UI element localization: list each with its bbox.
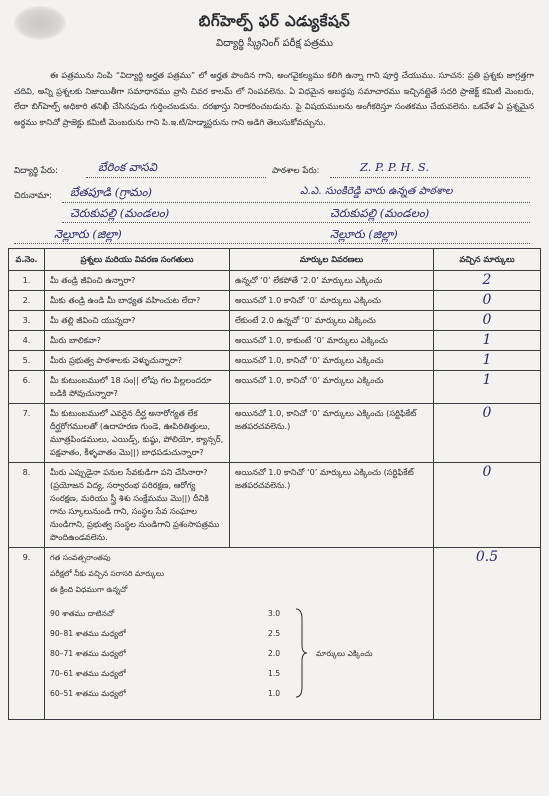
row-score: 0 bbox=[434, 291, 541, 311]
header-marks-details: మార్కుల వివరణలు bbox=[230, 249, 434, 271]
address-line-1: బేతపూడి (గ్రామం) bbox=[70, 185, 152, 199]
table-row bbox=[9, 331, 541, 351]
instructions-paragraph: ఈ పత్రమును నింపి “విద్యార్థి అర్హత పత్రము” లో అర్హత పొందిన గాని, అంగవైకల్యము కలిగి ఉన్నా గాని పూర్తి చేయుము. సూచన: ప్రతి ప్రశ్నకు జాగ్రత్తగా చదివి, అన్ని ప్రశ్నలకు నిజాయితీగా సమాధానము వ్రాసి చివర కాలమ్ లో నింపవలెను. ఏ విధమైన అబద్ధపు సమాచారము ఇచ్చినట్లైతే సదరి ప్రాజెక్ట్ కమిటీ మెంబరు, లేదా బిగ్‌హెల్ప్ అధికారి తనిఖీ చేసినపుడు గుర్తించబడును. దరఖాస్తు నిరాకరించబడును. పై విషయములను అంగీకరిస్తూ సంతకము చేయవలెను. ఒకవేళ ఏ ప్రశ్నమైన అర్థము కానిచో ప్రాజెక్టు కమిటీ మెంబరును గాని పి.ఇ.టి/హెడ్మాస్టరును గాని అడిగి తెలుసుకోవచ్చును. bbox=[14, 70, 534, 127]
row-question: మీ కుటుంబములో 18 సం|| లోపు గల పిల్లలందరూ బడికి పోవుచున్నారా? bbox=[45, 371, 230, 404]
row-marks-rule: అయినచో 1.0, కానిచో ‘0’ మార్కులు ఎక్కించు (సర్టిఫికేట్ జతపరచవలెను.) bbox=[230, 404, 434, 463]
row-number: 5. bbox=[9, 351, 45, 371]
grading-range: 90–81 శాతము మధ్యలో bbox=[50, 629, 126, 638]
table-row bbox=[9, 371, 541, 404]
table-row bbox=[9, 463, 541, 548]
row-question: మీరు ఎప్పుడైనా పనుల సేవకుడిగా పని చేసినారా? (ప్రయోజన విద్య, సర్వారంభ పరిరక్షణ, ఆరోగ్య సంరక్షణ, మరియు స్త్రీ శిశు సంక్షేమము మొ||) దీనికి గాను స్కూలునుండి గాని, సంస్థల సేవ సంఘాల నుండిగాని, ప్రభుత్వ సంస్థల నుండిగాని ప్రశంసాపత్రము పొందిఉండవలెను. bbox=[45, 463, 230, 548]
address-line-3-right: నెల్లూరు (జిల్లా) bbox=[330, 227, 398, 241]
address-line-2-right: చెరుకుపల్లి (మండలం) bbox=[330, 206, 430, 220]
grading-value: 1.0 bbox=[268, 689, 281, 698]
row-marks-rule: లేకుంటే 2.0 ఉన్నచో ‘0’ మార్కులు ఎక్కించు bbox=[230, 311, 434, 331]
grading-intro-line: ఈ క్రింది విధముగా ఉన్నచో bbox=[50, 585, 128, 594]
grading-value: 3.0 bbox=[268, 609, 281, 618]
name-value: బేరింక వాసవి bbox=[98, 160, 157, 174]
table-row bbox=[9, 351, 541, 371]
row-marks-rule: అయినచో 1.0, కానిచో ‘0’ మార్కులు ఎక్కించు bbox=[230, 351, 434, 371]
row-marks-rule: అయినచో 1.0, కానిచో ‘0’ మార్కులు ఎక్కించు bbox=[230, 371, 434, 404]
row-score: 0 bbox=[434, 311, 541, 331]
row-number: 8. bbox=[9, 463, 45, 548]
grading-range: 80–71 శాతము మధ్యలో bbox=[50, 649, 126, 658]
table-row bbox=[9, 404, 541, 463]
name-label: విద్యార్థి పేరు: bbox=[14, 166, 58, 176]
header-question: ప్రశ్నలు మరియు వివరణ సంగతులు bbox=[45, 249, 230, 271]
row-number: 7. bbox=[9, 404, 45, 463]
row-number: 1. bbox=[9, 271, 45, 291]
row-question: మీరు ప్రభుత్వ పాఠశాలకు వెళ్ళుచున్నారా? bbox=[45, 351, 230, 371]
table-row bbox=[9, 311, 541, 331]
row-question: మీరు బాలికవా? bbox=[45, 331, 230, 351]
address-underline-1 bbox=[62, 202, 530, 203]
row-score: 0.5 bbox=[434, 548, 541, 720]
row-number: 9. bbox=[9, 548, 45, 720]
row-marks-rule: అయినచో 1.0 కానిచో ‘0’ మార్కులు ఎక్కించు bbox=[230, 291, 434, 311]
form-subtitle: విద్యార్థి స్క్రీనింగ్ పరీక్ష పత్రము bbox=[216, 38, 333, 49]
grading-value: 1.5 bbox=[268, 669, 281, 678]
table-row bbox=[9, 291, 541, 311]
screening-table bbox=[8, 248, 541, 720]
row-marks-rule: అయినచో 1.0 కానిచో ‘0’ మార్కులు ఎక్కించు (సర్టిఫికేట్ జతపరచవలెను.) bbox=[230, 463, 434, 548]
row-number: 2. bbox=[9, 291, 45, 311]
row-number: 6. bbox=[9, 371, 45, 404]
grading-intro-line: పరీక్షలో నీకు వచ్చిన సరాసరి మార్కులు bbox=[50, 569, 164, 578]
grading-intro-line: గత సంవత్సరాంతపు bbox=[50, 553, 111, 562]
row-score: 0 bbox=[434, 463, 541, 548]
school-underline bbox=[330, 177, 530, 178]
table-header-row bbox=[9, 249, 541, 271]
row-marks-rule: ఉన్నచో ‘0’ లేకపోతే ‘2.0’ మార్కులు ఎక్కించు bbox=[230, 271, 434, 291]
name-underline bbox=[86, 177, 266, 178]
table-row bbox=[9, 548, 541, 720]
row-score: 2 bbox=[434, 271, 541, 291]
row-question: మీకు తండ్రి ఉండి మీ బాధ్యత వహించుట లేదా? bbox=[45, 291, 230, 311]
address-label: చిరునామా: bbox=[14, 191, 53, 201]
address-line-1-right: ఎ.ఎ. సుంకిరెడ్డి వారు ఉన్నత పాఠశాల bbox=[300, 185, 453, 197]
grading-value: 2.5 bbox=[268, 629, 281, 638]
row-marks-rule: అయినచో 1.0, కాకుంటే ‘0’ మార్కులు ఎక్కించు bbox=[230, 331, 434, 351]
row-number: 3. bbox=[9, 311, 45, 331]
school-value: Z. P. P. H. S. bbox=[360, 160, 429, 174]
row-score: 1 bbox=[434, 351, 541, 371]
grading-range: 60–51 శాతము మధ్యలో bbox=[50, 689, 126, 698]
header-serial: వ.నెం. bbox=[9, 249, 45, 271]
row-question-grading bbox=[45, 548, 434, 720]
grading-range: 70–61 శాతము మధ్యలో bbox=[50, 669, 126, 678]
row-score: 1 bbox=[434, 371, 541, 404]
right-brace-icon bbox=[294, 607, 308, 699]
row-question: మీ తల్లి జీవించి యున్నదా? bbox=[45, 311, 230, 331]
row-question: మీ తండ్రి జీవించి ఉన్నారా? bbox=[45, 271, 230, 291]
school-label: పాఠశాల పేరు: bbox=[272, 166, 320, 176]
row-score: 0 bbox=[434, 404, 541, 463]
address-line-3: నెల్లూరు (జిల్లా) bbox=[54, 227, 122, 241]
row-score: 1 bbox=[434, 331, 541, 351]
row-number: 4. bbox=[9, 331, 45, 351]
address-line-2: చెరుకుపల్లి (మండలం) bbox=[70, 206, 170, 220]
grading-marks-note: మార్కులు ఎక్కించు bbox=[316, 649, 373, 658]
organization-title: బిగ్‌హెల్ప్ ఫర్ ఎడ్యుకేషన్ bbox=[198, 12, 351, 30]
grading-value: 2.0 bbox=[268, 649, 281, 658]
table-row bbox=[9, 271, 541, 291]
header-marks-obtained: వచ్చిన మార్కులు bbox=[434, 249, 541, 271]
grading-range: 90 శాతము దాటినచో bbox=[50, 609, 115, 618]
row-question: మీ కుటుంబములో ఎవరైన దీర్ఘ అనారోగ్యత లేక దీర్ఘరోగములతో (ఉదాహరణ గుండె, ఊపిరితిత్తులు, మూత్రపిండములు, ఎయిడ్స్, కుష్ఠు, పోలియో, క్యాన్సర్, పక్షవాతం, కీళ్ళవాతం మొ||) బాధపడుచున్నారా? bbox=[45, 404, 230, 463]
